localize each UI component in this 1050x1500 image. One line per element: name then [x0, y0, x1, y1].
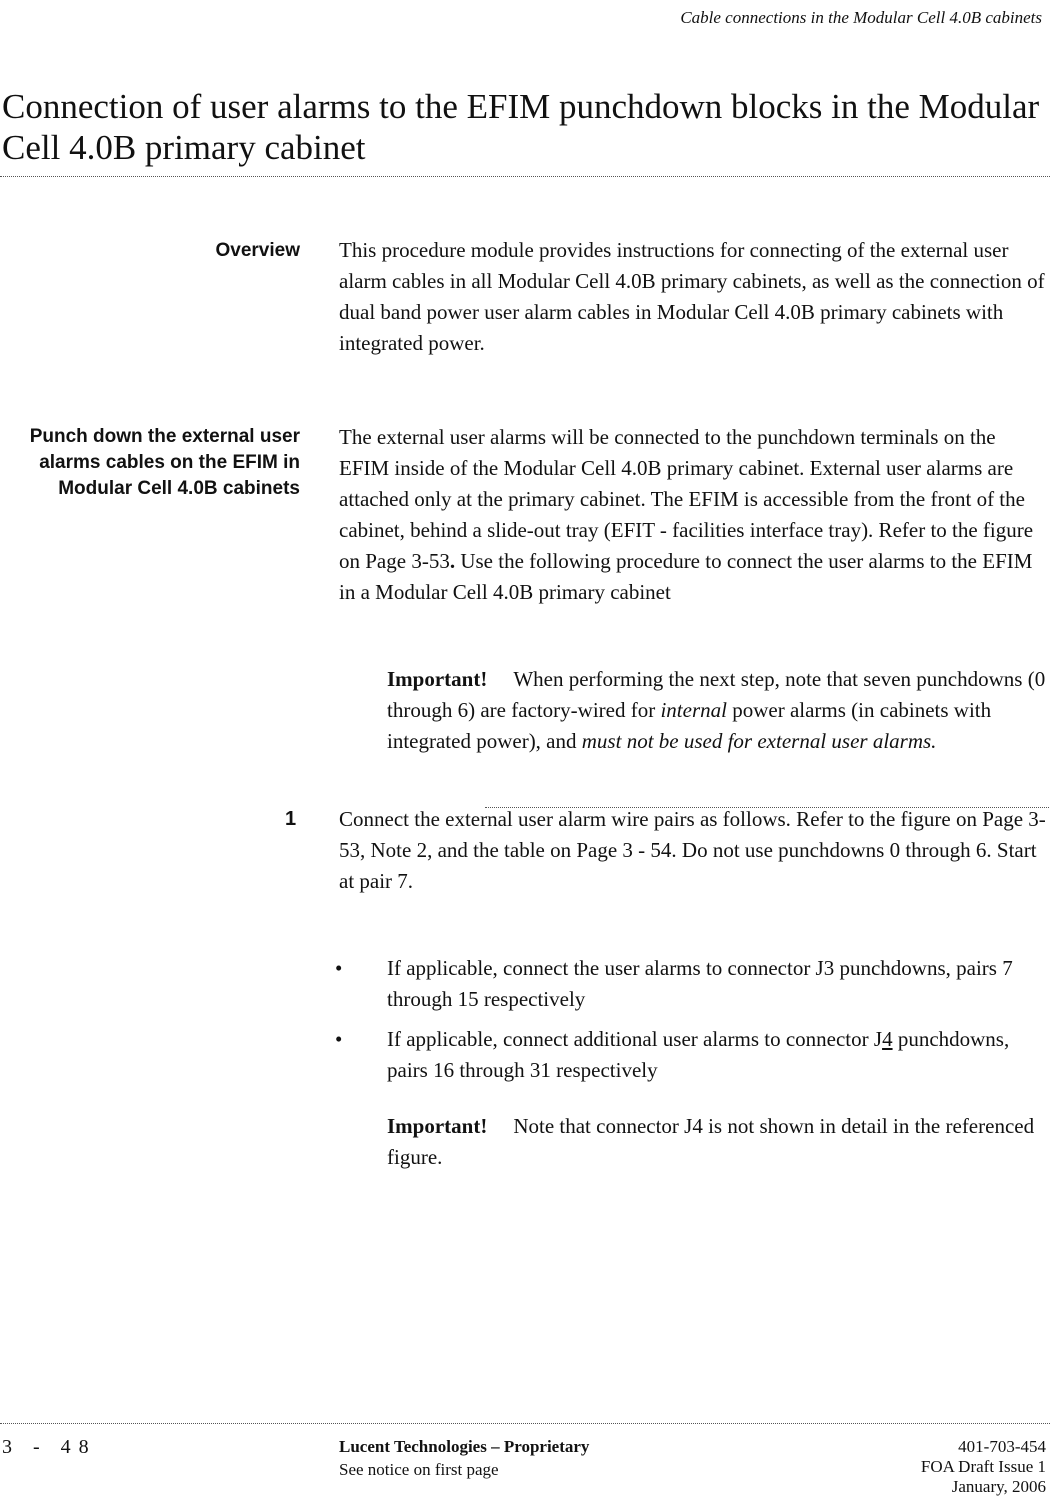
- step-number: 1: [285, 808, 297, 830]
- important-2-text: Note that connector J4 is not shown in detail in the referenced figure.: [387, 1114, 1035, 1169]
- punchdown-text-part2: Use the following procedure to connect the user alarms to the EFIM in a Modular Cell 4.0B primary cabinet: [339, 549, 1033, 604]
- list-item: [335, 953, 1027, 1015]
- footer-rule: [0, 1423, 1050, 1424]
- bullet-text: If applicable, connect the user alarms to connector J3 punchdowns, pairs 7 through 15 respectively: [387, 956, 1013, 1011]
- important-1-text-a: When performing the next step, note that seven punchdowns (0 through 6) are factory-wired for: [387, 667, 1046, 722]
- list-item: [335, 1024, 1027, 1086]
- important-label-1: Important!: [387, 667, 488, 691]
- doc-issue: FOA Draft Issue 1: [920, 1457, 1046, 1476]
- punchdown-heading: Punch down the external user alarms cables on the EFIM in Modular Cell 4.0B cabinets: [29, 426, 300, 499]
- overview-heading: Overview: [215, 240, 300, 261]
- footer-notice: See notice on first page: [339, 1460, 499, 1479]
- bullet-text: If applicable, connect additional user alarms to connector J: [387, 1027, 883, 1051]
- footer-company-label: Lucent Technologies – Proprietary: [339, 1437, 590, 1456]
- important-label-2: Important!: [387, 1114, 488, 1138]
- important-note-1: [387, 664, 1049, 757]
- bullet-text-post: punchdowns, pairs 16 through 31 respectively: [387, 1027, 1010, 1082]
- overview-text: This procedure module provides instructions for connecting of the external user alarm cables in all Modular Cell 4.0B primary cabinets, as well as the connection of dual band power user alarm cables in Modular Cell 4.0B primary cabinets with integrated power.: [339, 238, 1045, 355]
- important-1-italic-b: must not be used for external user alarms.: [581, 729, 937, 753]
- punchdown-text-part1: The external user alarms will be connected to the punchdown terminals on the EFIM inside of the Modular Cell 4.0B primary cabinet. External user alarms are attached only at the primary cabinet. The EFIM is accessible from the front of the cabinet, behind a slide-out tray (EFIT - facilities interface tray). Refer to the figure on Page 3-53: [339, 425, 1034, 573]
- bullet-icon: •: [335, 956, 343, 980]
- page-title: Connection of user alarms to the EFIM punchdown blocks in the Modular Cell 4.0B primary cabinet: [2, 87, 1040, 167]
- title-rule: [0, 176, 1050, 177]
- footer-company: [339, 1437, 589, 1457]
- bullet-icon: •: [335, 1027, 343, 1051]
- doc-number: 401-703-454: [958, 1437, 1046, 1456]
- important-note-2: [387, 1111, 1049, 1173]
- important-1-italic-a: internal: [660, 698, 727, 722]
- step-1-text: Connect the external user alarm wire pairs as follows. Refer to the figure on Page 3-53, Note 2, and the table on Page 3 - 54. Do not use punchdowns 0 through 6. Start at pair 7.: [339, 807, 1046, 893]
- bullet-underlined-char: 4: [882, 1027, 893, 1051]
- important-1-text-b: power alarms (in cabinets with integrated power), and: [387, 698, 992, 753]
- doc-date: January, 2006: [951, 1477, 1046, 1496]
- page-number: 3 - 48: [2, 1436, 97, 1458]
- running-header: Cable connections in the Modular Cell 4.0B cabinets: [680, 8, 1042, 27]
- bullet-list: [335, 953, 1027, 1086]
- footer-doc-info: [921, 1437, 1046, 1497]
- punchdown-text: [339, 422, 1050, 608]
- punchdown-text-period: .: [449, 549, 456, 573]
